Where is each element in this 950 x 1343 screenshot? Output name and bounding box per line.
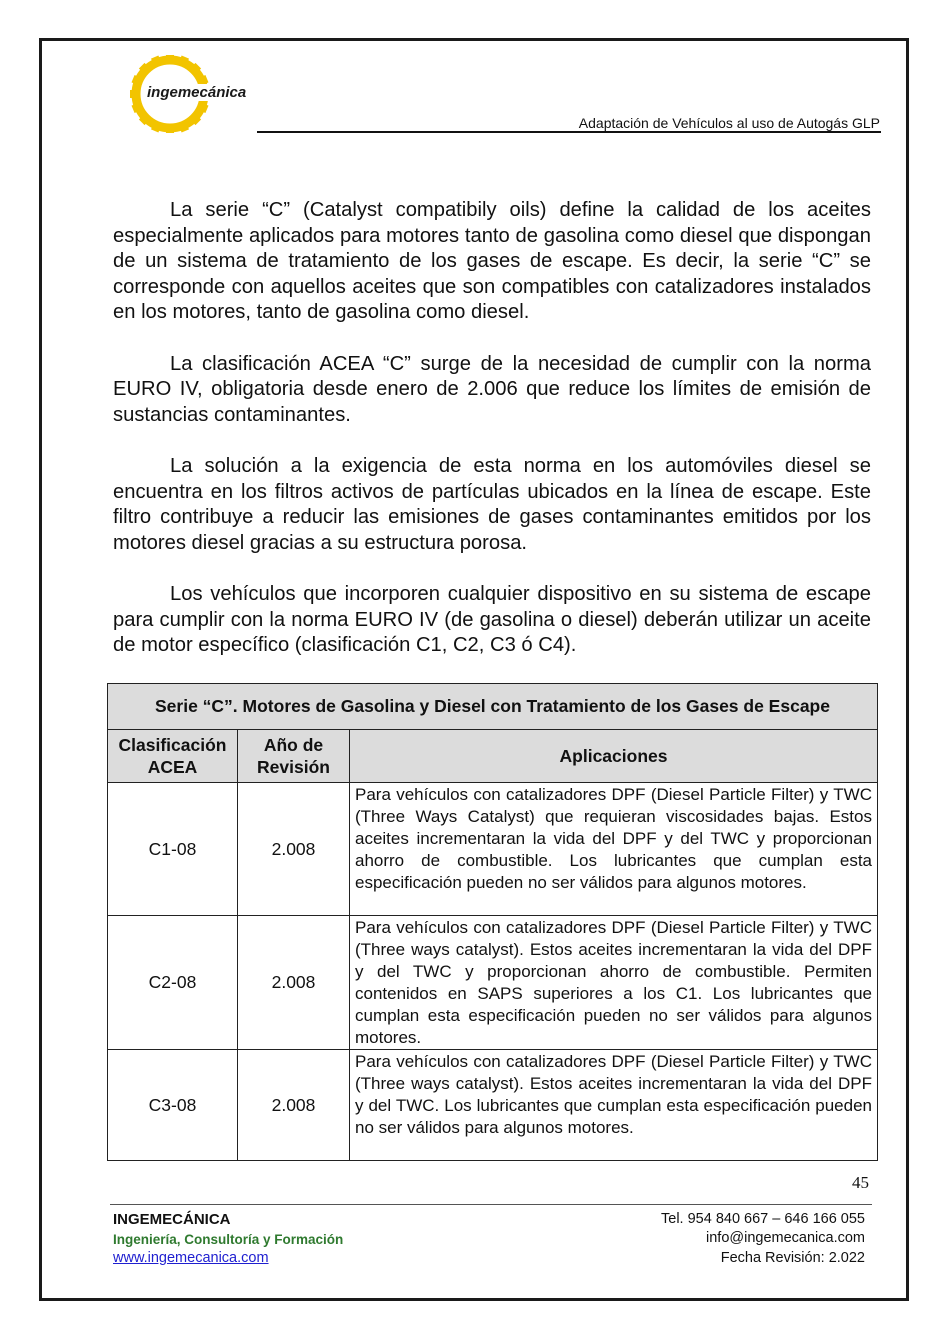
- paragraph-1: La serie “C” (Catalyst compatibily oils) define la calidad de los aceites especialmente aplicados para motores tanto de gasolina como diesel que dispongan de un sistema de tratamiento de los gases de escape. Es decir, la serie “C” se corresponde con aquellos aceites que son compatibles con catalizadores instalados en los motores, tanto de gasolina como diesel.: [113, 199, 871, 324]
- document-title: Adaptación de Vehículos al uso de Autogás GLP: [578, 115, 880, 131]
- body-text: [113, 198, 871, 684]
- table-title: Serie “C”. Motores de Gasolina y Diesel con Tratamiento de los Gases de Escape: [108, 684, 878, 730]
- header-divider: [257, 131, 881, 133]
- paragraph-4: Los vehículos que incorporen cualquier dispositivo en su sistema de escape para cumplir con la norma EURO IV (de gasolina o diesel) deberán utilizar un aceite de motor específico (clasificación C1, C2, C3 ó C4).: [113, 582, 871, 657]
- paragraph-2: La clasificación ACEA “C” surge de la necesidad de cumplir con la norma EURO IV, obligatoria desde enero de 2.006 que reduce los límites de emisión de sustancias contaminantes.: [113, 352, 871, 426]
- footer-tagline: Ingeniería, Consultoría y Formación: [113, 1232, 344, 1247]
- table-row: [108, 1050, 878, 1161]
- footer-company: INGEMECÁNICA: [113, 1211, 231, 1228]
- col-header-applications: Aplicaciones: [350, 730, 878, 783]
- cell-code: C1-08: [108, 783, 238, 916]
- footer-revision-date: Fecha Revisión: 2.022: [720, 1250, 865, 1266]
- cell-application: Para vehículos con catalizadores DPF (Diesel Particle Filter) y TWC (Three Ways Catalyst) que requieran viscosidades bajas. Estos aceites incrementaran la vida del DPF y del TWC y proporcionan ahorro de combustible. Los lubricantes que cumplan esta especificación pueden no ser válidos para algunos motores.: [350, 783, 878, 916]
- cell-application: Para vehículos con catalizadores DPF (Diesel Particle Filter) y TWC (Three ways catalyst). Estos aceites incrementaran la vida del DPF y del TWC y proporcionan ahorro de combustible. Permiten contenidos en SAPS superiores a los C1. Los lubricantes que cumplan esta especificación pueden no ser válidos para algunos motores.: [350, 916, 878, 1050]
- footer-email: info@ingemecanica.com: [706, 1230, 865, 1246]
- cell-code: C2-08: [108, 916, 238, 1050]
- footer-divider: [110, 1204, 872, 1205]
- cell-application: Para vehículos con catalizadores DPF (Diesel Particle Filter) y TWC (Three ways catalyst). Estos aceites incrementaran la vida del DPF y del TWC. Los lubricantes que cumplan esta especificación pueden no ser válidos para algunos motores.: [350, 1050, 878, 1161]
- logo-wordmark: ingemecánica: [147, 84, 247, 101]
- table-row: [108, 783, 878, 916]
- acea-c-table: [107, 683, 878, 1161]
- page-number: 45: [852, 1173, 869, 1192]
- paragraph-3: La solución a la exigencia de esta norma en los automóviles diesel se encuentra en los filtros activos de partículas ubicados en la línea de escape. Este filtro contribuye a reducir las emisiones de gases contaminantes emitidos por los motores diesel gracias a su estructura porosa.: [113, 454, 871, 554]
- footer-phone: Tel. 954 840 667 – 646 166 055: [661, 1211, 865, 1227]
- footer-website-link[interactable]: www.ingemecanica.com: [113, 1250, 269, 1266]
- cell-code: C3-08: [108, 1050, 238, 1161]
- cell-year: 2.008: [238, 1050, 350, 1161]
- table-row: [108, 916, 878, 1050]
- col-header-classification: Clasificación ACEA: [108, 730, 238, 783]
- cell-year: 2.008: [238, 916, 350, 1050]
- cell-year: 2.008: [238, 783, 350, 916]
- col-header-year: Año de Revisión: [238, 730, 350, 783]
